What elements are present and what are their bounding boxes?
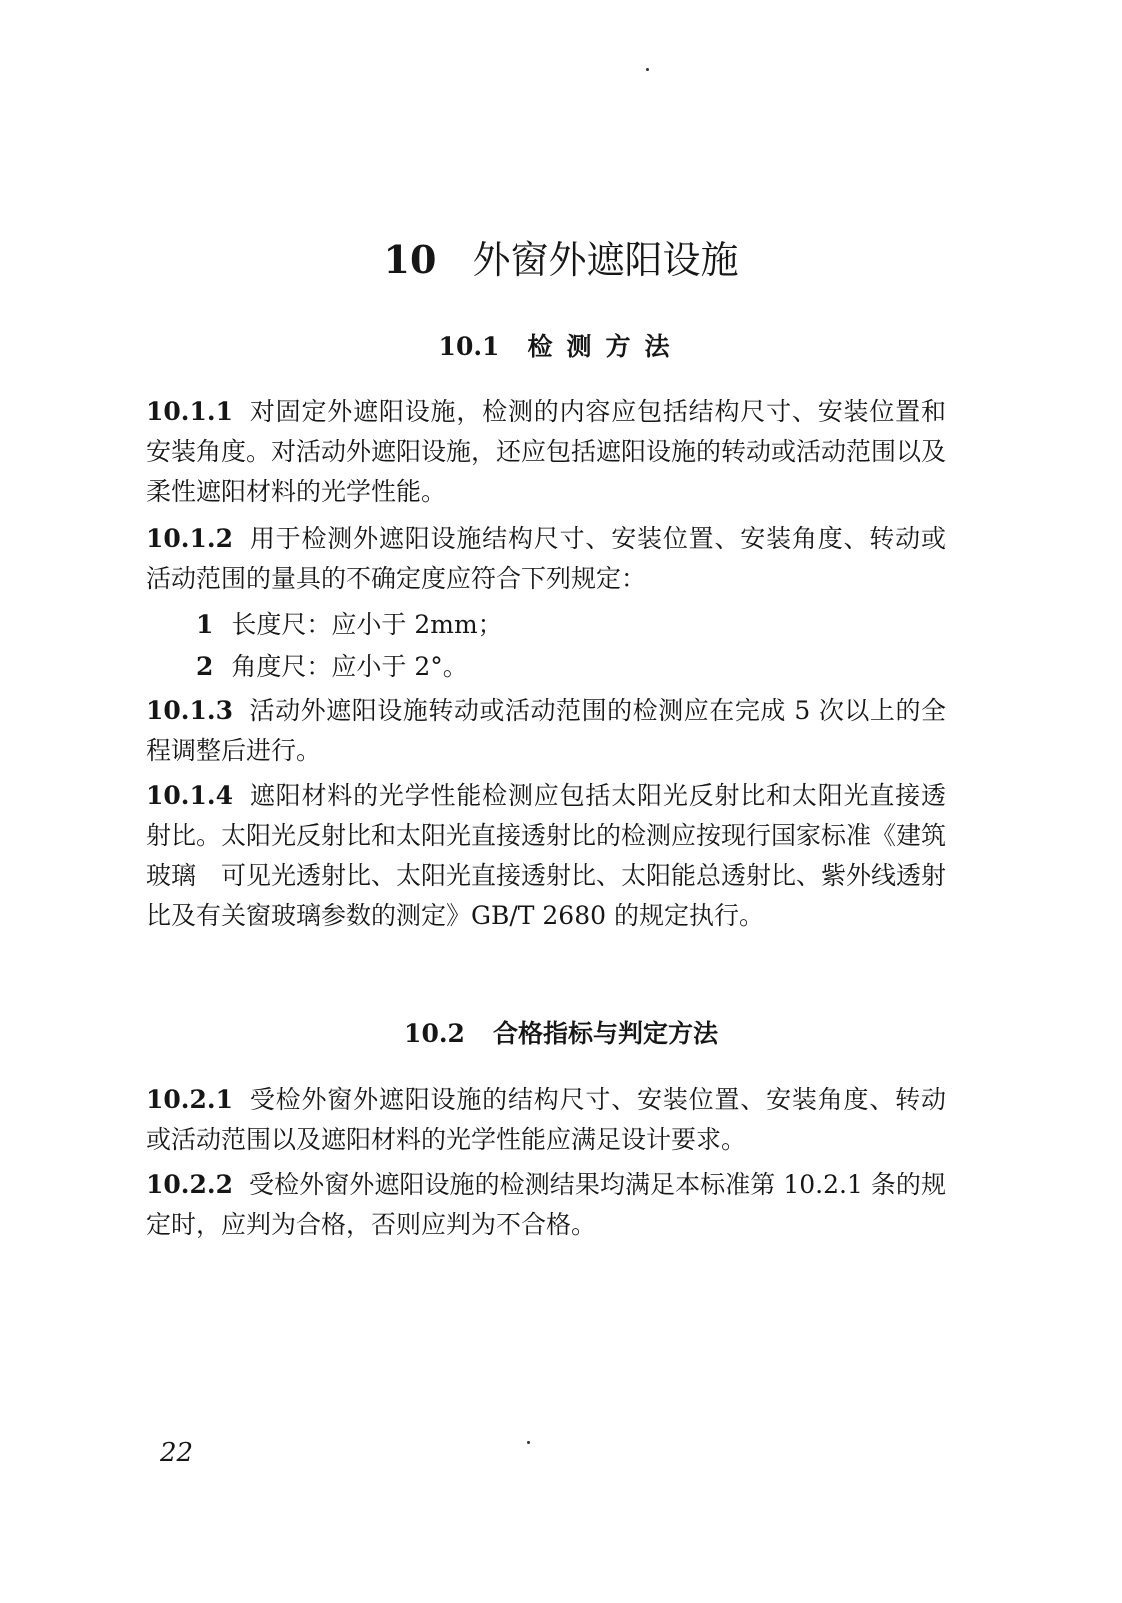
clause-text: 受检外窗外遮阳设施的结构尺寸、安装位置、安装角度、转动或活动范围以及遮阳材料的光学性能应满足设计要求。	[146, 1085, 946, 1154]
clause-number: 10.1.4	[146, 781, 233, 810]
chapter-title	[0, 232, 1122, 288]
clause-text: 活动外遮阳设施转动或活动范围的检测应在完成 5 次以上的全程调整后进行。	[146, 696, 946, 765]
clause-number: 10.1.2	[146, 524, 233, 553]
scan-speck	[646, 68, 649, 71]
clause-number: 10.1.3	[146, 696, 233, 725]
clause-10-1-4	[146, 776, 946, 936]
clause-10-2-2	[146, 1165, 946, 1245]
chapter-title-text: 外窗外遮阳设施	[472, 238, 739, 282]
clause-text: 受检外窗外遮阳设施的检测结果均满足本标准第 10.2.1 条的规定时，应判为合格，否则应判为不合格。	[146, 1170, 946, 1239]
list-item-number: 2	[196, 652, 214, 681]
clause-number: 10.2.1	[146, 1085, 233, 1114]
clause-10-1-3	[146, 691, 946, 771]
scan-speck	[527, 1441, 530, 1444]
clause-number: 10.1.1	[146, 397, 233, 426]
list-item	[196, 605, 503, 645]
section-number: 10.1	[438, 332, 500, 361]
list-item-text: 长度尺：应小于 2mm；	[231, 610, 503, 639]
section-title-text: 合格指标与判定方法	[492, 1019, 718, 1048]
chapter-number: 10	[383, 237, 437, 282]
section-title-10-1	[0, 327, 1122, 367]
page-number: 22	[160, 1438, 194, 1468]
clause-text: 用于检测外遮阳设施结构尺寸、安装位置、安装角度、转动或活动范围的量具的不确定度应符合下列规定：	[146, 524, 946, 593]
section-title-10-2	[0, 1014, 1122, 1054]
section-number: 10.2	[404, 1019, 465, 1048]
clause-number: 10.2.2	[146, 1170, 233, 1199]
clause-10-1-2	[146, 519, 946, 599]
list-item-text: 角度尺：应小于 2°。	[231, 652, 468, 681]
clause-text: 遮阳材料的光学性能检测应包括太阳光反射比和太阳光直接透射比。太阳光反射比和太阳光直接透射比的检测应按现行国家标准《建筑玻璃 可见光透射比、太阳光直接透射比、太阳能总透射比、紫外线透射比及有关窗玻璃参数的测定》GB/T 2680 的规定执行。	[146, 781, 947, 930]
list-item	[196, 647, 468, 687]
section-title-text: 检测方法	[527, 332, 684, 361]
clause-10-1-1	[146, 392, 946, 512]
clause-text: 对固定外遮阳设施，检测的内容应包括结构尺寸、安装位置和安装角度。对活动外遮阳设施，还应包括遮阳设施的转动或活动范围以及柔性遮阳材料的光学性能。	[146, 397, 947, 506]
clause-10-2-1	[146, 1080, 946, 1160]
list-item-number: 1	[196, 610, 214, 639]
